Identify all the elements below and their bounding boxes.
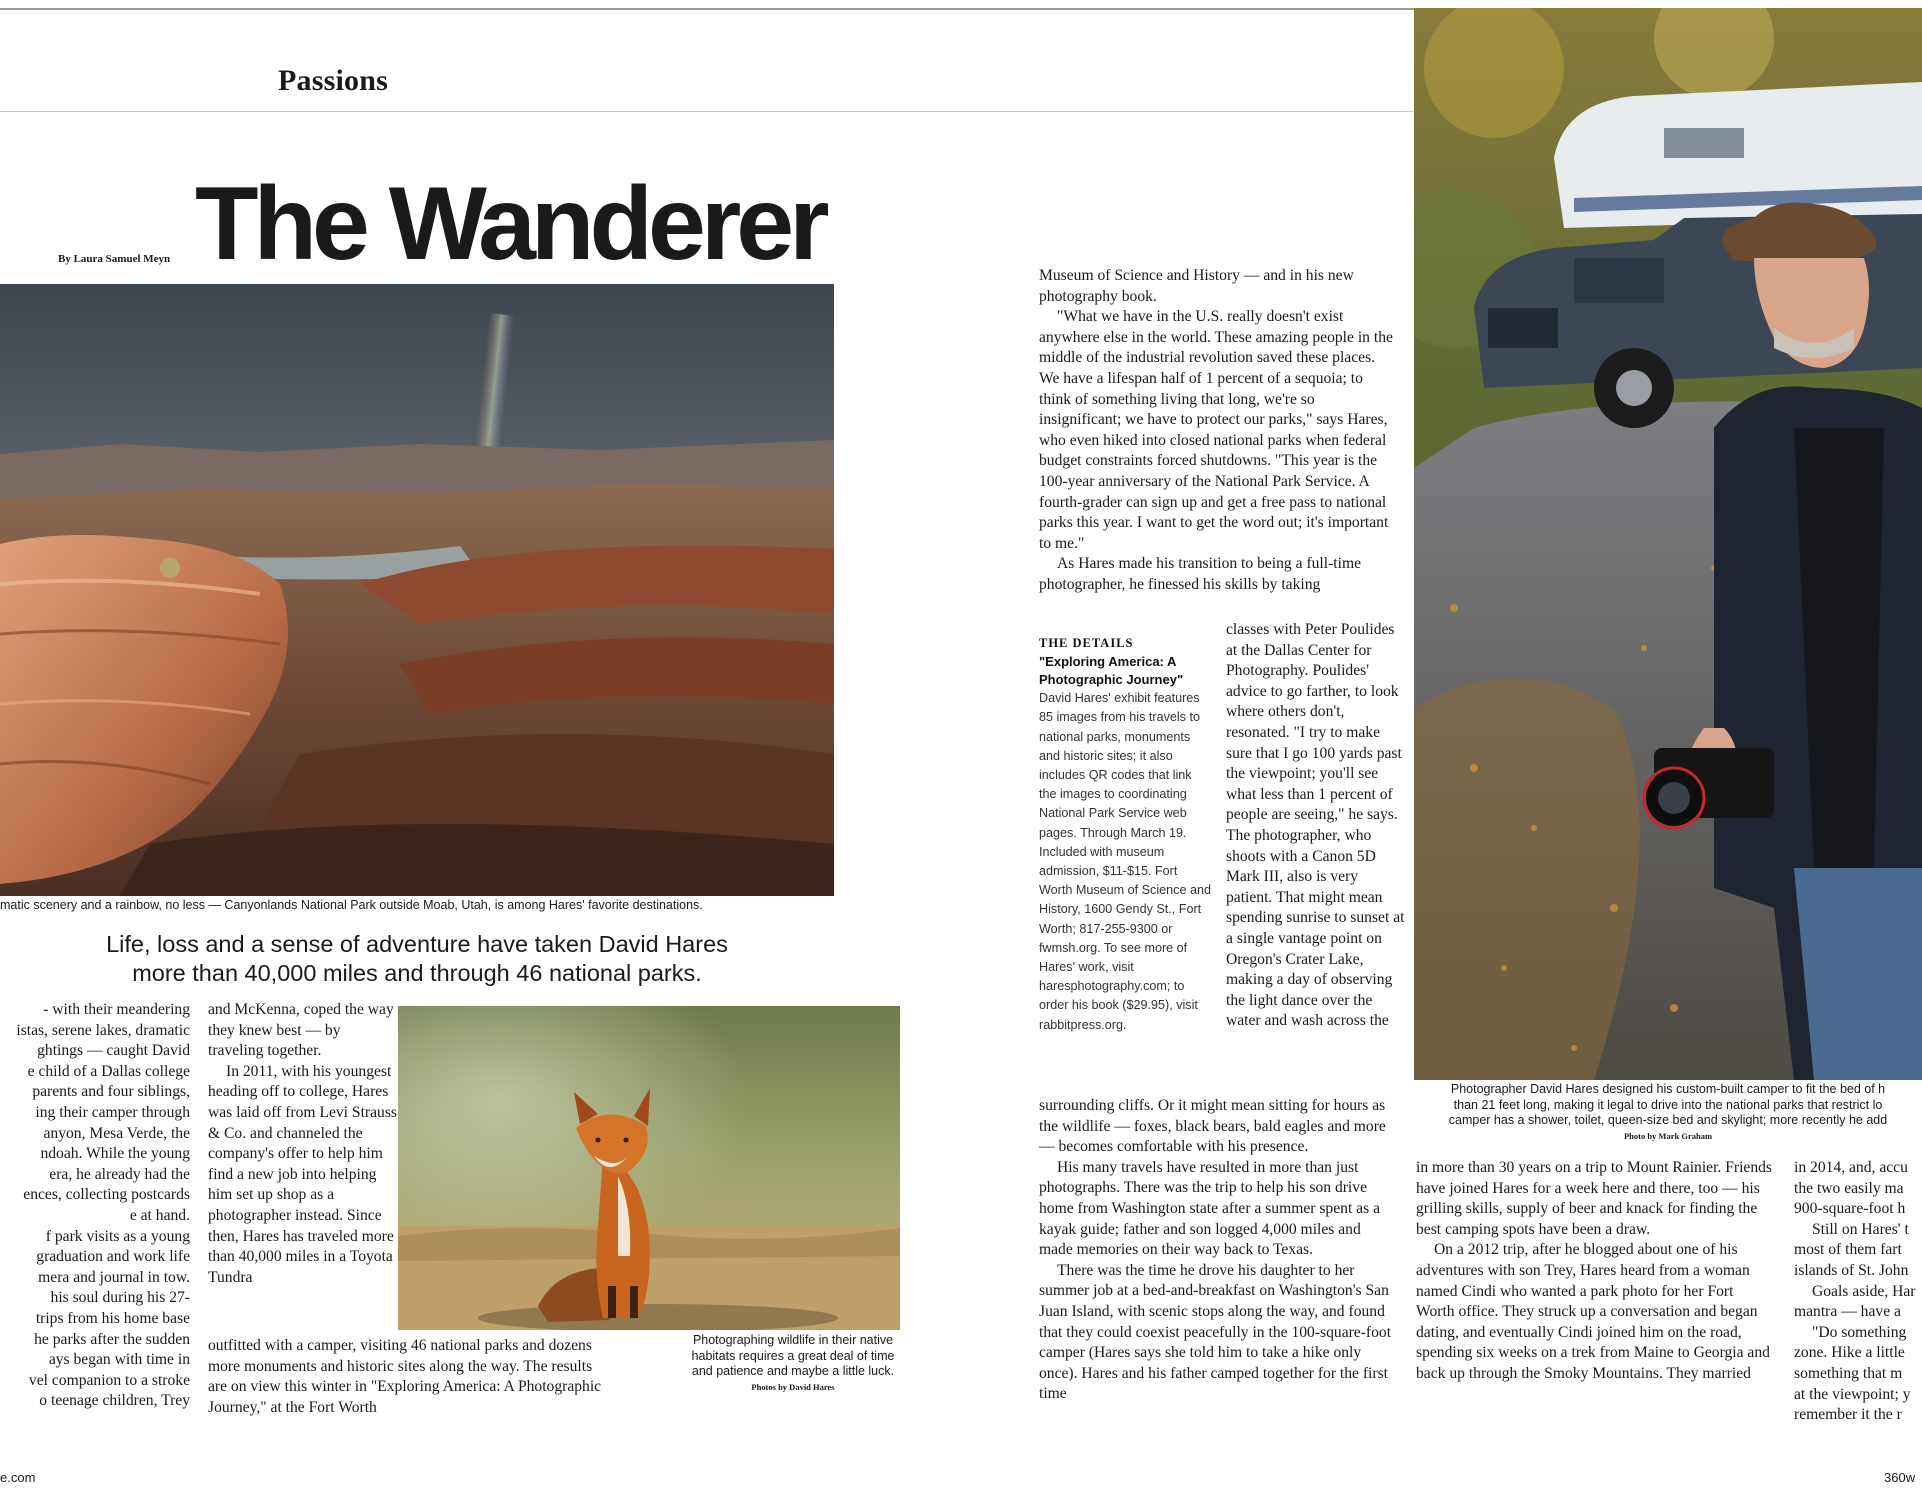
column-e-line: something that m <box>1794 1364 1903 1382</box>
canyon-caption: matic scenery and a rainbow, no less — Canyonlands National Park outside Moab, Utah, is among Hares' favorite destinations. <box>0 898 703 912</box>
column-a-line: e child of a Dallas college <box>27 1062 190 1080</box>
article-column-c <box>1039 266 1397 596</box>
column-a-line: his soul during his 27- <box>50 1289 190 1307</box>
column-a-line: f park visits as a young <box>45 1227 190 1245</box>
column-d-paragraph: On a 2012 trip, after he blogged about one of his adventures with son Trey, Hares heard from a woman named Cindi who wanted a park photo for her Fort Worth office. They struck up a conversation and began dating, and eventually Cindi joined him on the road, spending six weeks on a trek from Maine to Georgia and back up through the Smoky Mountains. They married <box>1416 1241 1770 1382</box>
details-subhead: "Exploring America: A Photographic Journey" <box>1039 654 1184 688</box>
section-rule <box>0 111 1414 112</box>
article-column-c-bottom <box>1039 1096 1397 1405</box>
column-a-line: e at hand. <box>129 1206 190 1224</box>
column-e-line: at the viewpoint; y <box>1794 1385 1911 1403</box>
portrait-caption <box>1414 1082 1922 1144</box>
deck-line-1: Life, loss and a sense of adventure have taken David Hares <box>106 931 728 957</box>
column-a-line: ences, collecting postcards <box>23 1186 190 1204</box>
fox-photo <box>398 1006 900 1330</box>
column-a-line: era, he already had the <box>49 1165 190 1183</box>
column-b-paragraph: In 2011, with his youngest heading off to college, Hares was laid off from Levi Strauss & Co. and channeled the company's offer to help him find a new job into helping him set up shop as a photographer instead. Since then, Hares has traveled more than 40,000 miles in a Toyota Tundra <box>208 1062 397 1286</box>
column-a-line: he parks after the sudden <box>34 1330 190 1348</box>
column-e-line: in 2014, and, accu <box>1794 1159 1908 1176</box>
column-e-line: zone. Hike a little <box>1794 1344 1905 1362</box>
canyon-photo <box>0 284 834 896</box>
column-c-paragraph: surrounding cliffs. Or it might mean sitting for hours as the wildlife — foxes, black bears, bald eagles and more — becomes comfortable with his presence. <box>1039 1097 1386 1156</box>
column-e-line: mantra — have a <box>1794 1303 1901 1321</box>
article-title: The Wanderer <box>195 166 825 282</box>
column-a-line: ndoah. While the young <box>40 1145 190 1163</box>
column-e-line: Goals aside, Har <box>1812 1282 1916 1300</box>
portrait-photo <box>1414 8 1922 1080</box>
details-body: David Hares' exhibit features 85 images from his travels to national parks, monuments and historic sites; it also includes QR codes that link the images to coordinating National Park Service web pages. Through March 19. Included with museum admission, $11-$15. Fort Worth Museum of Science and History, 1600 Gendy St., Fort Worth; 817-255-9300 or fwmsh.org. To see more of Hares' work, visit haresphotography.com; to order his book ($29.95), visit rabbitpress.org. <box>1039 691 1211 1032</box>
article-column-c-narrow: classes with Peter Poulides at the Dallas Center for Photography. Poulides' advice to go farther, to look where others don't, resonated. "I try to make sure that I go 100 yards past the viewpoint; you'll see what less than 1 percent of people are seeing," he says. The photographer, who shoots with a Canon 5D Mark III, also is very patient. That might mean spending sunrise to sunset at a single vantage point on Oregon's Crater Lake, making a day of observing the light dance over the water and wash across the <box>1226 621 1405 1030</box>
column-e-line: the two easily ma <box>1794 1179 1904 1197</box>
details-heading: THE DETAILS <box>1039 636 1134 650</box>
article-column-b <box>208 1000 398 1288</box>
column-d-paragraph: in more than 30 years on a trip to Mount Rainier. Friends have joined Hares for a week here and there, too — his grilling skills, supply of beer and knack for finding the best camping spots have been a draw. <box>1416 1159 1772 1238</box>
column-b-paragraph: and McKenna, coped the way they knew best — by traveling together. <box>208 1001 394 1060</box>
column-a-line: parents and four siblings, <box>32 1083 190 1101</box>
column-a-line: vel companion to a stroke <box>28 1371 190 1389</box>
article-deck <box>0 930 834 988</box>
column-a-line: mera and journal in tow. <box>38 1268 190 1286</box>
column-a-line: graduation and work life <box>36 1248 190 1266</box>
column-e-line: 900-square-foot h <box>1794 1200 1906 1218</box>
column-a-line: ays began with time in <box>48 1351 190 1369</box>
article-column-b-continued: outfitted with a camper, visiting 46 national parks and dozens more monuments and historic sites along the way. The results are on view this winter in "Exploring America: A Photographic Journey," at the Fort Worth <box>208 1337 602 1416</box>
fox-photo-credit: Photos by David Hares <box>751 1381 835 1392</box>
portrait-caption-line: Photographer David Hares designed his custom-built camper to fit the bed of h <box>1450 1082 1886 1096</box>
column-e-line: remember it the r <box>1794 1406 1902 1424</box>
article-column-e <box>1794 1158 1922 1426</box>
column-a-line: ghtings — caught David <box>37 1042 190 1060</box>
article-column-a <box>0 1000 190 1412</box>
column-a-line: - with their meandering <box>43 1001 190 1018</box>
details-sidebar <box>1039 634 1211 1035</box>
byline: By Laura Samuel Meyn <box>58 253 171 265</box>
column-e-line: Still on Hares' t <box>1812 1220 1909 1238</box>
column-c-paragraph: His many travels have resulted in more than just photographs. There was the trip to help his son drive home from Washington state after a summer spent as a kayak guide; father and son logged 4,000 miles and made memories on their way back to Texas. <box>1039 1158 1380 1259</box>
footer-website: e.com <box>0 1470 36 1485</box>
column-e-line: most of them fart <box>1794 1241 1902 1259</box>
column-c-paragraph: There was the time he drove his daughter to her summer job at a bed-and-breakfast on Washington's San Juan Island, with scenic stops along the way, and found that they could coexist peacefully in the 100-square-foot camper (Hares says she told him to take a hike only once). Hares and his father camped together for the first time <box>1039 1261 1392 1403</box>
column-a-line: trips from his home base <box>35 1309 190 1327</box>
column-e-line: islands of St. John <box>1794 1261 1909 1279</box>
section-label: Passions <box>278 64 388 97</box>
column-c-paragraph: As Hares made his transition to being a full-time photographer, he finessed his skills by taking <box>1039 555 1362 593</box>
column-a-line: anyon, Mesa Verde, the <box>43 1124 190 1142</box>
portrait-caption-line: camper has a shower, toilet, queen-size bed and skylight; more recently he add <box>1448 1113 1888 1127</box>
footer-website-right: 360w <box>1884 1470 1916 1485</box>
column-c-paragraph: "What we have in the U.S. really doesn't exist anywhere else in the world. These amazing people in the middle of the industrial revolution saved these places. We have a lifespan half of 1 percent of a sequoia; to think of something living that long, we're so insignificant; we have to protect our parks," says Hares, who even hiked into closed national parks when federal budget constraints forced shutdowns. "This year is the 100-year anniversary of the National Park Service. A fourth-grader can sign up and get a free pass to national parks this year. I want to get the word out; it's important to me." <box>1039 308 1393 552</box>
portrait-photo-credit: Photo by Mark Graham <box>1623 1130 1713 1141</box>
fox-caption-text: Photographing wildlife in their native habitats requires a great deal of time and patience and maybe a little luck. <box>691 1333 895 1378</box>
column-a-line: o teenage children, Trey <box>39 1392 190 1410</box>
fox-caption <box>684 1333 902 1395</box>
article-column-d <box>1416 1158 1774 1385</box>
portrait-caption-line: than 21 feet long, making it legal to drive into the national parks that restrict lo <box>1453 1097 1883 1112</box>
column-a-line: istas, serene lakes, dramatic <box>16 1021 190 1039</box>
column-c-paragraph: Museum of Science and History — and in his new photography book. <box>1039 267 1354 305</box>
deck-line-2: more than 40,000 miles and through 46 national parks. <box>132 960 702 986</box>
column-e-line: "Do something <box>1812 1323 1907 1341</box>
column-a-line: ing their camper through <box>35 1103 190 1121</box>
